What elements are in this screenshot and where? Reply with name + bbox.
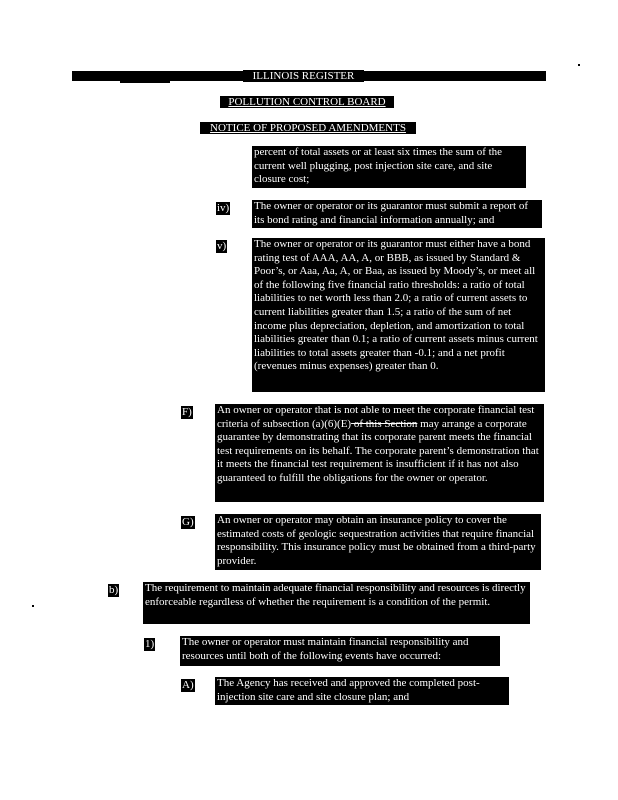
item-1-label: 1) — [145, 638, 155, 650]
board-title: POLLUTION CONTROL BOARD — [220, 96, 394, 108]
struck-text: of this Section — [351, 417, 418, 430]
item-F-label: F) — [182, 406, 192, 418]
continuation-paragraph: percent of total assets or at least six times the sum of the current well plugging, post injection site care, and site closure cost; — [252, 146, 526, 188]
scan-speck — [32, 605, 34, 607]
item-v-label: v) — [217, 240, 227, 252]
register-title: ILLINOIS REGISTER — [243, 70, 364, 82]
item-G-paragraph: An owner or operator may obtain an insurance policy to cover the estimated costs of geologic sequestration activities that require financial responsibility. This insurance policy must be obtained from a third-party provider. — [215, 514, 541, 570]
item-iv-paragraph: The owner or operator or its guarantor must submit a report of its bond rating and financial information annually; and — [252, 200, 542, 228]
item-1-paragraph: The owner or operator must maintain financial responsibility and resources until both of the following events have occurred: — [180, 636, 500, 666]
item-iv-label: iv) — [217, 202, 230, 214]
item-A-label: A) — [182, 679, 194, 691]
item-v-paragraph: The owner or operator or its guarantor must either have a bond rating test of AAA, AA, A, or BBB, as issued by Standard & Poor’s, or Aaa, Aa, A, or Baa, as issued by Moody’s, or meet all of the following five financial ratio thresholds: a ratio of total liabilities to net worth less than 2.0; a ratio of current assets to current liabilities greater than 1.5; a ratio of the sum of net income plus depreciation, depletion, and amortization to total liabilities greater than 0.1; a ratio of current assets minus current liabilities to total assets greater than -0.1; and a net profit (revenues minus expenses) greater than 0. — [252, 238, 545, 392]
scan-speck — [578, 64, 580, 66]
item-b-paragraph: The requirement to maintain adequate financial responsibility and resources is directly enforceable regardless of whether the requirement is a condition of the permit. — [143, 582, 530, 624]
item-b-label: b) — [109, 584, 119, 596]
item-A-paragraph: The Agency has received and approved the completed post-injection site care and site closure plan; and — [215, 677, 509, 705]
item-G-label: G) — [182, 516, 194, 528]
notice-title: NOTICE OF PROPOSED AMENDMENTS — [200, 122, 416, 134]
scan-speck — [120, 81, 170, 83]
item-F-paragraph: An owner or operator that is not able to meet the corporate financial test criteria of subsection (a)(6)(E) of this Section may arrange a corporate guarantee by demonstrating that its corporate parent meets the financial test requirements on its behalf. The corporate parent’s demonstration that it meets the financial test requirement is insufficient if it has not also guaranteed to fulfill the obligations for the owner or operator. — [215, 404, 544, 502]
